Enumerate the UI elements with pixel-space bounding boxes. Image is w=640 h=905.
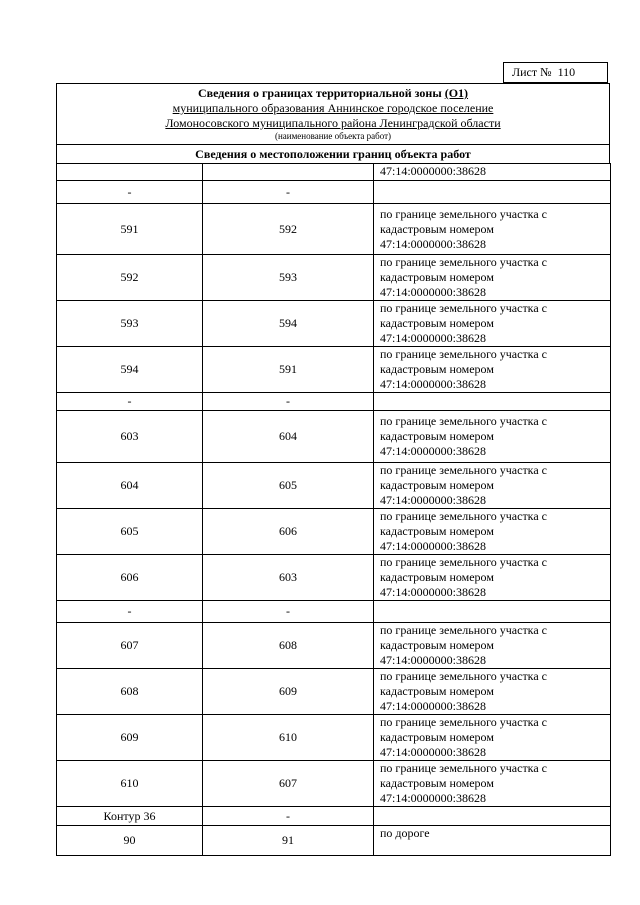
boundary-description-cell [374, 509, 611, 555]
table-row [57, 715, 611, 761]
description-line: кадастровым номером [380, 221, 494, 236]
description-line: 47:14:0000000:38628 [380, 285, 487, 299]
point-to-cell: 603 [203, 555, 374, 601]
table-row [57, 164, 611, 181]
boundary-description-cell [374, 301, 611, 347]
boundary-description-cell [374, 347, 611, 393]
point-to-cell: 606 [203, 509, 374, 555]
table-row [57, 204, 611, 255]
table-row [57, 393, 611, 411]
table-row [57, 347, 611, 393]
point-to-cell: - [203, 181, 374, 204]
description-line: 47:14:0000000:38628 [380, 791, 487, 805]
description-line: по границе земельного участка с [380, 623, 547, 637]
table-row [57, 301, 611, 347]
description-line: 47:14:0000000:38628 [380, 653, 487, 667]
description-line: 47:14:0000000:38628 [380, 493, 487, 507]
point-from-cell: 606 [57, 555, 203, 601]
description-line: 47:14:0000000:38628 [380, 444, 487, 458]
boundary-description-cell [374, 204, 611, 255]
boundary-description-cell [374, 715, 611, 761]
description-line: 47:14:0000000:38628 [380, 585, 487, 599]
point-from-cell [57, 164, 203, 181]
section-title: Сведения о местоположении границ объекта работ [56, 144, 610, 164]
point-to-cell: 592 [203, 204, 374, 255]
point-from-cell: - [57, 601, 203, 623]
point-to-cell: 609 [203, 669, 374, 715]
table-row [57, 807, 611, 826]
point-to-cell: 607 [203, 761, 374, 807]
boundary-description-cell [374, 669, 611, 715]
point-to-cell: - [203, 807, 374, 826]
description-line: по границе земельного участка с [380, 255, 547, 269]
boundary-description-cell [374, 164, 611, 181]
point-to-cell: 608 [203, 623, 374, 669]
boundary-description-cell [374, 826, 611, 856]
point-from-cell: 593 [57, 301, 203, 347]
point-from-cell: 592 [57, 255, 203, 301]
description-line: 47:14:0000000:38628 [380, 236, 487, 251]
point-to-cell: 605 [203, 463, 374, 509]
table-row [57, 669, 611, 715]
point-from-cell: Контур 36 [57, 807, 203, 826]
description-line: по границе земельного участка с [380, 463, 547, 477]
boundary-description-cell [374, 761, 611, 807]
point-from-cell: 591 [57, 204, 203, 255]
description-line: кадастровым номером [380, 524, 494, 538]
table-row [57, 761, 611, 807]
table-row [57, 555, 611, 601]
description-line: по границе земельного участка с [380, 347, 547, 361]
header-caption: (наименование объекта работ) [274, 131, 392, 141]
description-line: по границе земельного участка с [380, 301, 547, 315]
boundary-description-cell [374, 623, 611, 669]
header-title-prefix: Сведения о границах территориальной зоны [197, 86, 442, 100]
description-line: 47:14:0000000:38628 [380, 699, 487, 713]
description-line: 47:14:0000000:38628 [380, 331, 487, 345]
description-line: кадастровым номером [380, 316, 494, 330]
description-line: кадастровым номером [380, 270, 494, 284]
description-line: кадастровым номером [380, 684, 494, 698]
sheet-label: Лист № [512, 65, 552, 79]
description-line: по границе земельного участка с [380, 414, 547, 428]
point-from-cell: - [57, 181, 203, 204]
table-row [57, 601, 611, 623]
boundary-description-cell [374, 411, 611, 463]
point-to-cell [203, 164, 374, 181]
header-district: Ломоносовского муниципального района Ленинградской области [165, 116, 501, 130]
description-line: по границе земельного участка с [380, 555, 547, 569]
point-from-cell: 610 [57, 761, 203, 807]
point-from-cell: 604 [57, 463, 203, 509]
description-line: по границе земельного участка с [380, 761, 547, 775]
point-to-cell: - [203, 601, 374, 623]
boundary-description-cell [374, 255, 611, 301]
table-row [57, 463, 611, 509]
description-line: 47:14:0000000:38628 [380, 164, 487, 178]
header-zone-code: (О1) [444, 86, 469, 100]
table-row [57, 509, 611, 555]
table-row [57, 623, 611, 669]
point-from-cell: 603 [57, 411, 203, 463]
description-line: 47:14:0000000:38628 [380, 745, 487, 759]
description-line: по границе земельного участка с [380, 509, 547, 523]
description-line: кадастровым номером [380, 429, 494, 443]
point-to-cell: - [203, 393, 374, 411]
point-from-cell: 90 [57, 826, 203, 856]
document-header [56, 83, 610, 144]
point-from-cell: 605 [57, 509, 203, 555]
point-to-cell: 593 [203, 255, 374, 301]
boundary-description-cell [374, 463, 611, 509]
sheet-number-box [503, 62, 608, 83]
boundary-description-cell [374, 555, 611, 601]
point-to-cell: 591 [203, 347, 374, 393]
description-line: кадастровым номером [380, 776, 494, 790]
description-line: 47:14:0000000:38628 [380, 539, 487, 553]
boundary-description-cell [374, 393, 611, 411]
sheet-number: 110 [557, 65, 576, 79]
description-line: 47:14:0000000:38628 [380, 377, 487, 391]
point-to-cell: 610 [203, 715, 374, 761]
point-from-cell: 594 [57, 347, 203, 393]
table-row [57, 826, 611, 856]
point-to-cell: 604 [203, 411, 374, 463]
boundary-description-cell [374, 807, 611, 826]
point-from-cell: - [57, 393, 203, 411]
point-from-cell: 609 [57, 715, 203, 761]
table-row [57, 181, 611, 204]
description-line: по границе земельного участка с [380, 715, 547, 729]
description-line: по границе земельного участка с [380, 669, 547, 683]
table-row [57, 255, 611, 301]
description-line: по дороге [380, 826, 430, 840]
description-line: кадастровым номером [380, 570, 494, 584]
point-from-cell: 607 [57, 623, 203, 669]
point-to-cell: 594 [203, 301, 374, 347]
header-title [57, 86, 609, 101]
boundary-description-cell [374, 181, 611, 204]
point-to-cell: 91 [203, 826, 374, 856]
description-line: кадастровым номером [380, 478, 494, 492]
description-line: кадастровым номером [380, 730, 494, 744]
header-municipality: муниципального образования Аннинское городское поселение [172, 101, 494, 115]
point-from-cell: 608 [57, 669, 203, 715]
description-line: кадастровым номером [380, 362, 494, 376]
boundary-table [56, 163, 611, 856]
description-line: кадастровым номером [380, 638, 494, 652]
description-line: по границе земельного участка с [380, 206, 547, 221]
boundary-description-cell [374, 601, 611, 623]
table-row [57, 411, 611, 463]
